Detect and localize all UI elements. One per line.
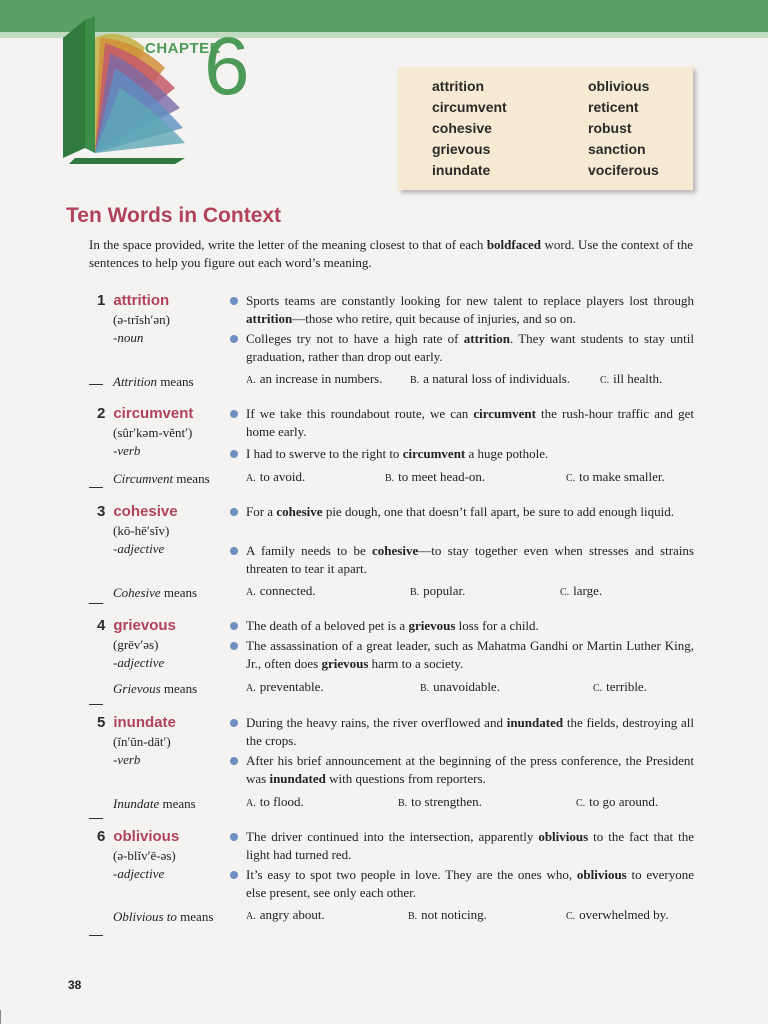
means-label: Cohesive means <box>113 585 198 600</box>
word-list-item: cohesive <box>432 120 492 136</box>
bullet-icon <box>230 833 238 841</box>
option-c: C. to go around. <box>576 794 659 809</box>
means-label: Attrition means <box>113 374 194 389</box>
example-sentence: After his brief announcement at the beginning of the press conference, the President was inundated with questions from reporters. <box>232 752 694 788</box>
entry-part-of-speech: -adjective <box>113 866 165 881</box>
example-sentence: During the heavy rains, the river overflowed and inundated the fields, destroying all the crops. <box>232 714 694 750</box>
example-sentence: The driver continued into the intersection, apparently oblivious to the fact that the light had turned red. <box>232 828 694 864</box>
word-list-item: vociferous <box>588 162 659 178</box>
example-sentence: A family needs to be cohesive—to stay together even when stresses and strains threaten to tear it apart. <box>232 542 694 578</box>
entry-heading <box>97 503 178 520</box>
bullet-icon <box>230 757 238 765</box>
chapter-number: 6 <box>204 21 250 112</box>
instructions-post: word. Use the context of the sentences to help you figure out each word’s meaning. <box>89 237 693 270</box>
word-list-item: attrition <box>432 78 485 94</box>
example-sentence: The death of a beloved pet is a grievous loss for a child. <box>232 617 694 635</box>
entry-number: 5 <box>97 714 106 731</box>
word-list-item: reticent <box>588 99 639 115</box>
example-sentence: The assassination of a great leader, such as Mahatma Gandhi or Martin Luther King, Jr., often does grievous harm to a society. <box>232 637 694 673</box>
word-list-item: circumvent <box>432 99 507 115</box>
instructions-pre: In the space provided, write the letter of the meaning closest to that of each <box>89 237 487 252</box>
margin-mark <box>0 1010 1 1024</box>
option-b: B. to meet head-on. <box>385 469 486 484</box>
word-list-item: oblivious <box>588 78 650 94</box>
entry-number: 3 <box>97 503 106 520</box>
chapter-label: CHAPTER <box>145 40 222 57</box>
entry-heading <box>97 617 176 634</box>
word-list-right <box>588 76 659 181</box>
entry-heading <box>97 828 179 845</box>
entry-pronunciation: (grēv′əs) <box>113 637 159 652</box>
option-a: A. preventable. <box>246 679 324 694</box>
answer-blank[interactable] <box>89 692 103 705</box>
option-a: A. an increase in numbers. <box>246 371 383 386</box>
entry-pronunciation: (sûr′kəm-vĕnt′) <box>113 425 193 440</box>
word-list-item: grievous <box>432 141 491 157</box>
word-list-box <box>398 67 693 190</box>
entry-word: circumvent <box>113 405 194 422</box>
word-list-item: robust <box>588 120 632 136</box>
page-number: 38 <box>68 978 82 992</box>
entry-number: 1 <box>97 292 106 309</box>
bullet-icon <box>230 642 238 650</box>
option-c: C. to make smaller. <box>566 469 665 484</box>
example-sentence: I had to swerve to the right to circumvent a huge pothole. <box>232 445 694 463</box>
example-sentence: Sports teams are constantly looking for new talent to replace players lost through attrition—those who retire, quit because of injuries, and so on. <box>232 292 694 328</box>
entry-word: cohesive <box>113 503 178 520</box>
entry-heading <box>97 405 193 422</box>
entry-number: 2 <box>97 405 106 422</box>
option-c: C. terrible. <box>593 679 647 694</box>
option-b: B. to strengthen. <box>398 794 482 809</box>
open-book-icon <box>55 8 205 168</box>
option-c: C. ill health. <box>600 371 663 386</box>
means-label: Circumvent means <box>113 471 210 486</box>
entry-part-of-speech: -verb <box>113 443 141 458</box>
bullet-icon <box>230 622 238 630</box>
entry-part-of-speech: -adjective <box>113 655 165 670</box>
section-title: Ten Words in Context <box>66 204 282 227</box>
entry-part-of-speech: -verb <box>113 752 141 767</box>
means-label: Grievous means <box>113 681 198 696</box>
entry-pronunciation: (ə-trĭsh′ən) <box>113 312 170 327</box>
option-b: B. popular. <box>410 583 466 598</box>
entry-heading <box>97 714 176 731</box>
bullet-icon <box>230 450 238 458</box>
entry-number: 4 <box>97 617 106 634</box>
example-sentence: Colleges try not to have a high rate of attrition. They want students to stay until graduation, rather than drop out early. <box>232 330 694 366</box>
bullet-icon <box>230 547 238 555</box>
example-sentence: If we take this roundabout route, we can circumvent the rush-hour traffic and get home early. <box>232 405 694 441</box>
option-a: A. angry about. <box>246 907 325 922</box>
bullet-icon <box>230 719 238 727</box>
means-label: Inundate means <box>113 796 196 811</box>
instructions-bold: boldfaced <box>486 237 541 252</box>
bullet-icon <box>230 410 238 418</box>
option-a: A. to avoid. <box>246 469 306 484</box>
means-label: Oblivious to means <box>113 909 214 924</box>
option-a: A. to flood. <box>246 794 304 809</box>
bullet-icon <box>230 871 238 879</box>
answer-blank[interactable] <box>89 372 103 385</box>
entry-word: inundate <box>113 714 176 731</box>
option-b: B. unavoidable. <box>420 679 500 694</box>
answer-blank[interactable] <box>89 923 103 936</box>
word-list-item: inundate <box>432 162 491 178</box>
option-b: B. a natural loss of individuals. <box>410 371 571 386</box>
entry-heading <box>97 292 169 309</box>
answer-blank[interactable] <box>89 806 103 819</box>
bullet-icon <box>230 335 238 343</box>
entry-word: attrition <box>113 292 170 309</box>
option-c: C. large. <box>560 583 603 598</box>
word-list-item: sanction <box>588 141 646 157</box>
bullet-icon <box>230 508 238 516</box>
entry-word: grievous <box>113 617 176 634</box>
example-sentence: For a cohesive pie dough, one that doesn’t fall apart, be sure to add enough liquid. <box>232 503 694 521</box>
answer-blank[interactable] <box>89 475 103 488</box>
entry-part-of-speech: -adjective <box>113 541 165 556</box>
option-c: C. overwhelmed by. <box>566 907 669 922</box>
option-b: B. not noticing. <box>408 907 487 922</box>
entry-pronunciation: (ə-blĭv′ē-əs) <box>113 848 176 863</box>
word-list-left <box>432 76 507 181</box>
example-sentence: It’s easy to spot two people in love. They are the ones who, oblivious to everyone else present, see only each other. <box>232 866 694 902</box>
entry-part-of-speech: -noun <box>113 330 144 345</box>
bullet-icon <box>230 297 238 305</box>
option-a: A. connected. <box>246 583 316 598</box>
entry-number: 6 <box>97 828 106 845</box>
instructions <box>89 236 693 272</box>
entry-pronunciation: (kō-hē′sĭv) <box>113 523 170 538</box>
answer-blank[interactable] <box>89 591 103 604</box>
entry-word: oblivious <box>113 828 180 845</box>
entry-pronunciation: (ĭn′ŭn-dāt′) <box>113 734 171 749</box>
